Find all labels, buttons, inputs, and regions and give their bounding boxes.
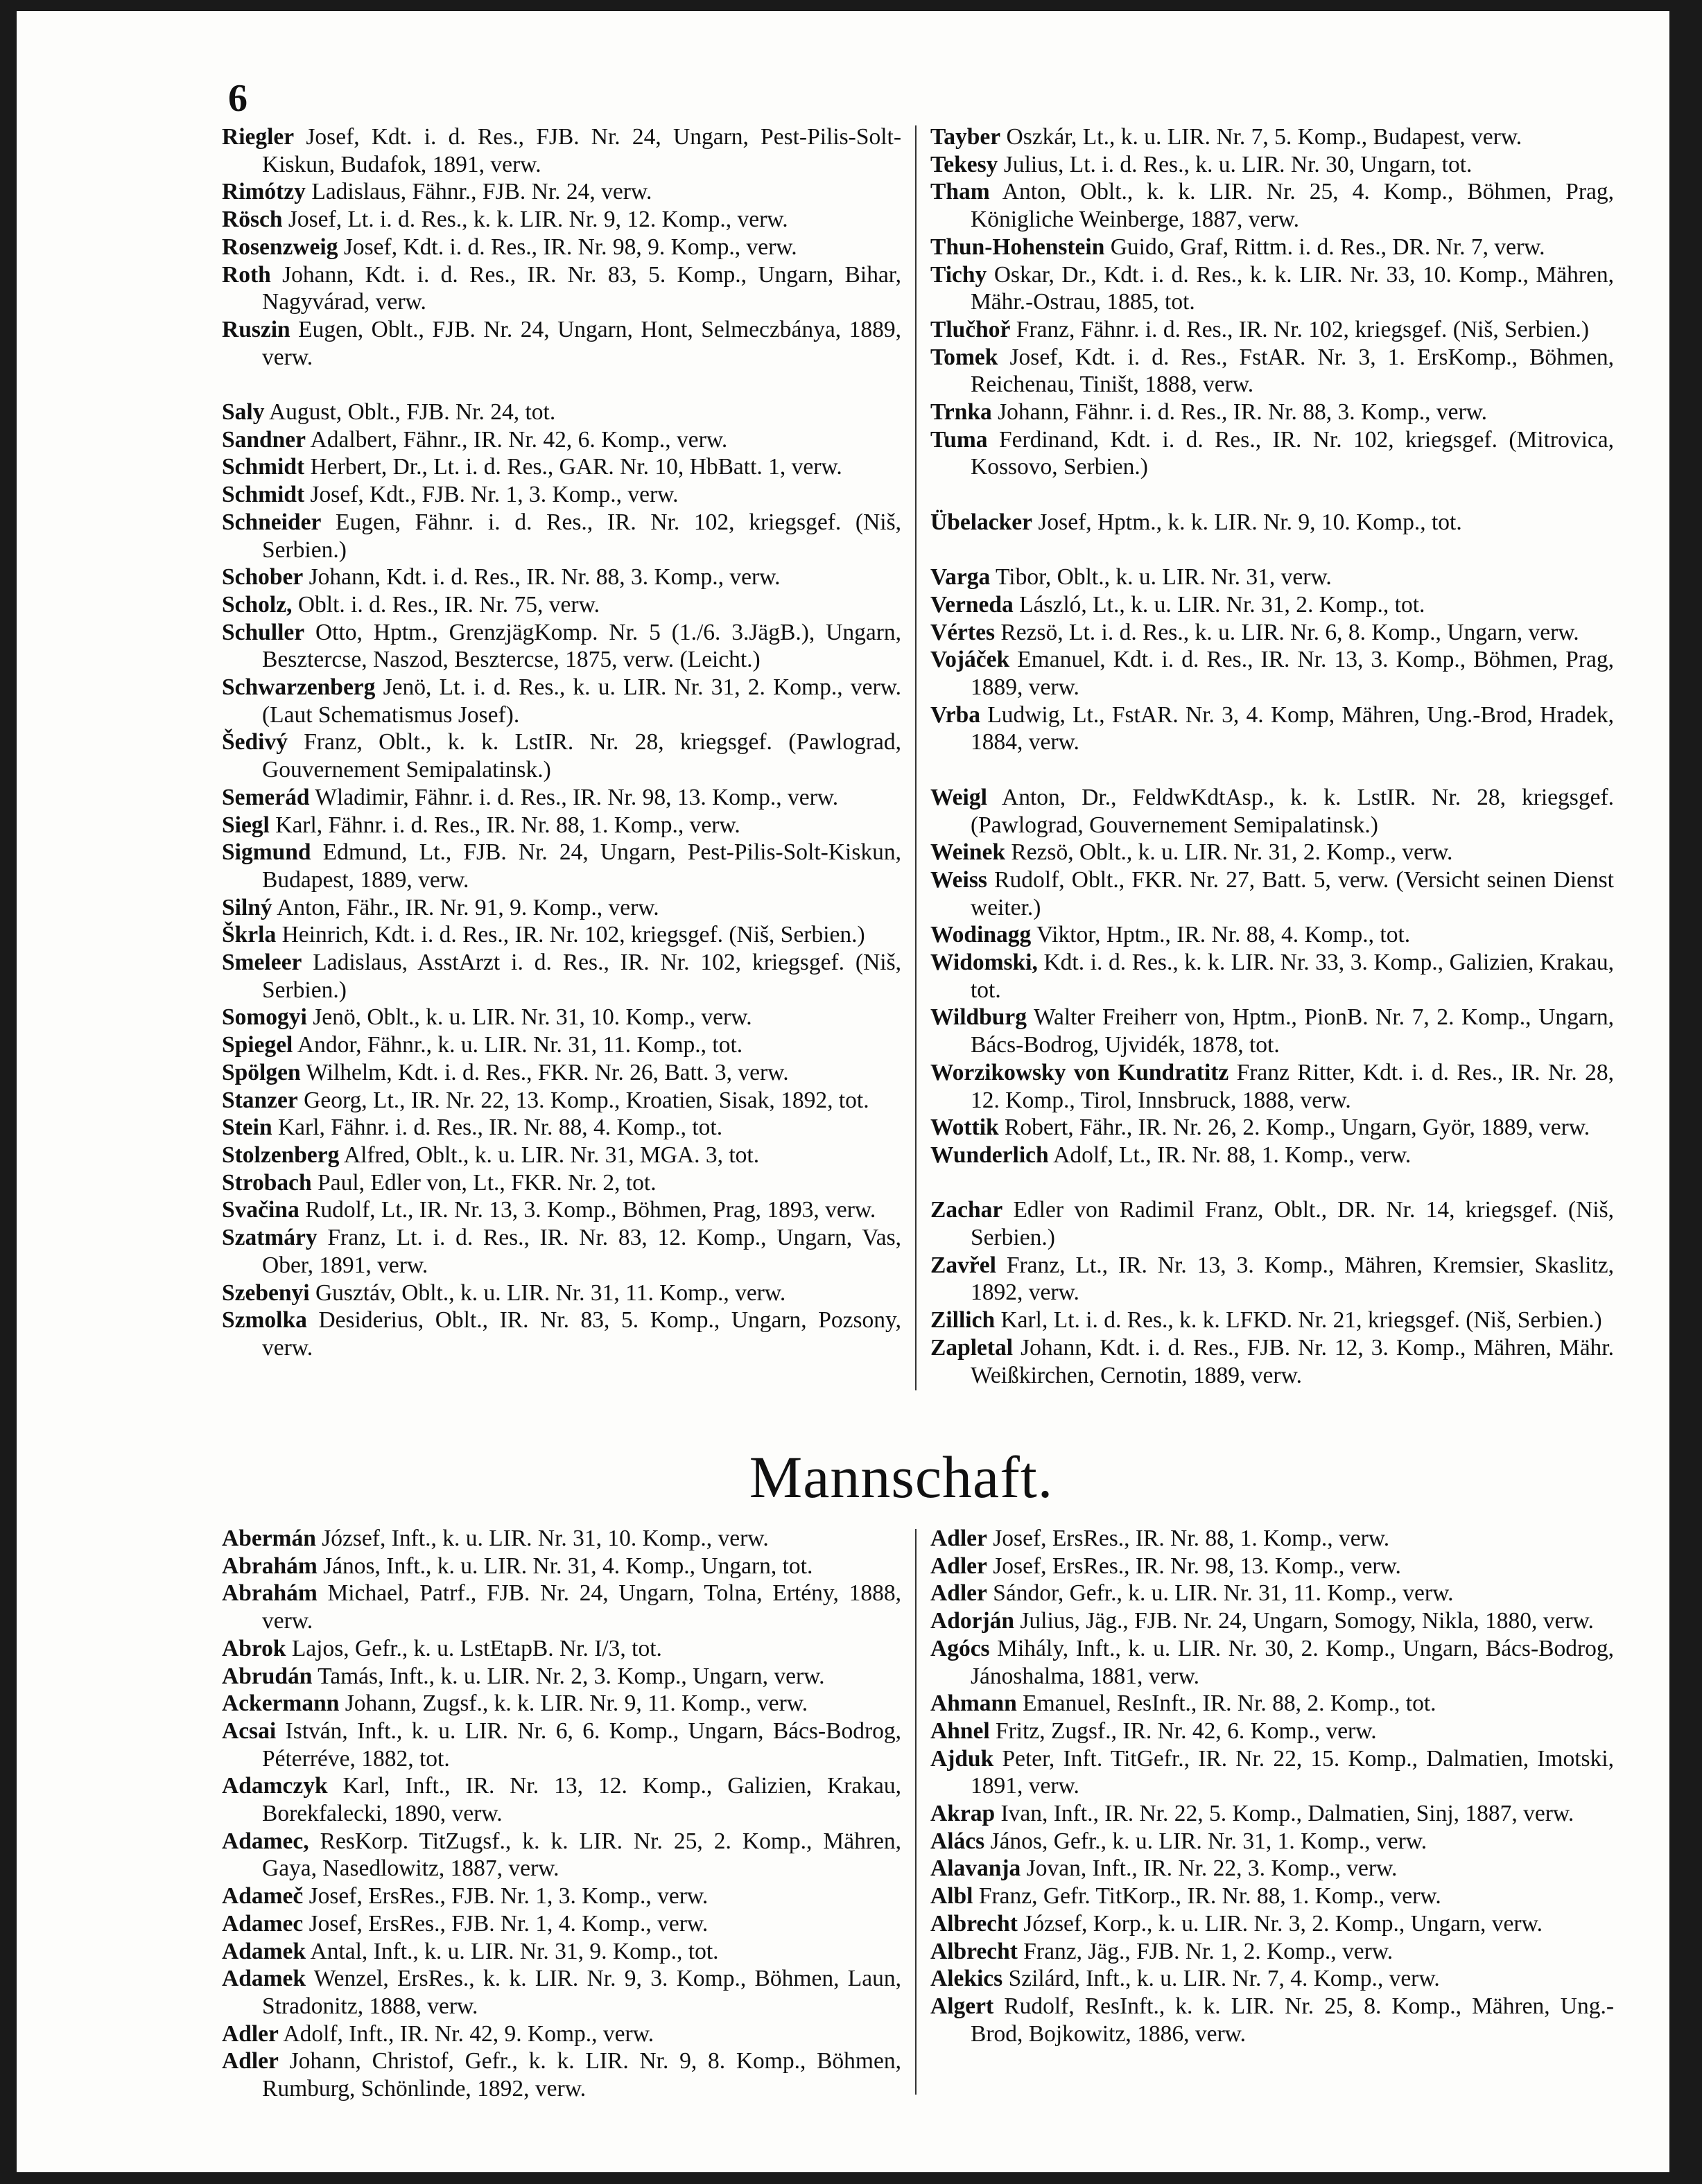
- list-entry: [222, 894, 901, 922]
- entry-surname: Abrudán: [222, 1663, 313, 1689]
- entry-details: Ladislaus, Fähnr., FJB. Nr. 24, verw.: [305, 179, 652, 205]
- entry-surname: Somogyi: [222, 1004, 307, 1031]
- entry-surname: Svačina: [222, 1197, 299, 1223]
- entry-surname: Ruszin: [222, 316, 290, 342]
- entry-details: Johann, Kdt. i. d. Res., IR. Nr. 88, 3. Komp., verw.: [303, 564, 781, 591]
- list-entry: [222, 784, 901, 812]
- entry-surname: Albrecht: [930, 1938, 1018, 1964]
- list-entry: [222, 261, 901, 316]
- entry-surname: Strobach: [222, 1169, 312, 1196]
- entry-surname: Tlučhoř: [930, 316, 1011, 342]
- entry-details: Kdt. i. d. Res., k. k. LIR. Nr. 33, 3. Komp., Galizien, Krakau, tot.: [971, 950, 1614, 1003]
- list-entry: [222, 1114, 901, 1142]
- list-entry: [930, 1828, 1614, 1855]
- entry-spacer: [930, 756, 1614, 784]
- entry-surname: Silný: [222, 894, 272, 920]
- entry-details: Josef, ErsRes., IR. Nr. 98, 13. Komp., verw.: [987, 1553, 1401, 1579]
- list-entry: [930, 1965, 1614, 1993]
- list-entry: [930, 123, 1614, 151]
- entry-details: László, Lt., k. u. LIR. Nr. 31, 2. Komp., tot.: [1013, 591, 1425, 618]
- entry-surname: Saly: [222, 399, 265, 426]
- entry-surname: Stanzer: [222, 1087, 298, 1113]
- entry-details: Franz, Fähnr. i. d. Res., IR. Nr. 102, kriegsgef. (Niš, Serbien.): [1010, 316, 1589, 342]
- entry-surname: Vrba: [930, 701, 980, 728]
- entry-surname: Riegler: [222, 124, 295, 150]
- list-entry: [930, 1745, 1614, 1800]
- entry-surname: Albrecht: [930, 1910, 1018, 1937]
- document-page: [17, 11, 1669, 2172]
- entry-surname: Tichy: [930, 261, 987, 288]
- entry-details: Josef, ErsRes., FJB. Nr. 1, 3. Komp., verw.: [303, 1883, 709, 1910]
- list-entry: [930, 399, 1614, 426]
- list-entry: [222, 2047, 901, 2102]
- entry-surname: Abrahám: [222, 1553, 318, 1579]
- entry-details: Emanuel, Kdt. i. d. Res., IR. Nr. 13, 3. Komp., Böhmen, Prag, 1889, verw.: [971, 647, 1614, 701]
- list-entry: [930, 178, 1614, 233]
- entry-details: Ladislaus, AsstArzt i. d. Res., IR. Nr. 102, kriegsgef. (Niš, Serbien.): [262, 950, 901, 1003]
- list-entry: [930, 1142, 1614, 1169]
- list-entry: [222, 1718, 901, 1772]
- entry-surname: Ajduk: [930, 1745, 994, 1772]
- list-entry: [930, 866, 1614, 921]
- entry-surname: Schmidt: [222, 454, 305, 480]
- list-entry: [222, 1525, 901, 1553]
- list-entry: [222, 1772, 901, 1827]
- officers-list-left: [222, 123, 901, 1362]
- list-entry: [930, 1553, 1614, 1580]
- list-entry: [222, 728, 901, 783]
- entry-surname: Zapletal: [930, 1334, 1014, 1361]
- entry-details: Adalbert, Fähnr., IR. Nr. 42, 6. Komp., verw.: [306, 426, 728, 453]
- entry-surname: Trnka: [930, 399, 992, 426]
- entry-surname: Szatmáry: [222, 1225, 318, 1251]
- list-entry: [930, 1114, 1614, 1142]
- entry-surname: Alekics: [930, 1966, 1003, 1992]
- entry-details: Walter Freiherr von, Hptm., PionB. Nr. 7, 2. Komp., Ungarn, Bács-Bodrog, Ujvidék, 1878, tot.: [971, 1004, 1614, 1058]
- entry-surname: Zillich: [930, 1307, 996, 1334]
- entry-details: Adolf, Lt., IR. Nr. 88, 1. Komp., verw.: [1048, 1142, 1412, 1168]
- entry-details: Mihály, Inft., k. u. LIR. Nr. 30, 2. Komp., Ungarn, Bács-Bodrog, Jánoshalma, 1881, verw.: [971, 1635, 1614, 1689]
- list-entry: [930, 619, 1614, 647]
- entry-surname: Varga: [930, 564, 991, 591]
- entry-spacer: [930, 536, 1614, 564]
- list-entry: [222, 453, 901, 481]
- entry-details: Ivan, Inft., IR. Nr. 22, 5. Komp., Dalmatien, Sinj, 1887, verw.: [995, 1801, 1574, 1827]
- list-entry: [930, 1525, 1614, 1553]
- entry-surname: Adamek: [222, 1938, 306, 1964]
- entry-surname: Zavřel: [930, 1252, 996, 1278]
- entry-details: Wladimir, Fähnr. i. d. Res., IR. Nr. 98, 13. Komp., verw.: [309, 784, 839, 810]
- entry-details: ResKorp. TitZugsf., k. k. LIR. Nr. 25, 2. Komp., Mähren, Gaya, Nasedlowitz, 1887, verw.: [262, 1828, 901, 1882]
- entry-surname: Adameč: [222, 1883, 304, 1910]
- list-entry: [222, 1635, 901, 1663]
- list-entry: [930, 1882, 1614, 1910]
- entry-details: Franz, Gefr. TitKorp., IR. Nr. 88, 1. Komp., verw.: [973, 1883, 1441, 1910]
- entry-details: Karl, Lt. i. d. Res., k. k. LFKD. Nr. 21, kriegsgef. (Niš, Serbien.): [995, 1307, 1602, 1334]
- list-entry: [222, 1169, 901, 1197]
- entry-surname: Worzikowsky von Kundratitz: [930, 1059, 1229, 1085]
- list-entry: [930, 1718, 1614, 1745]
- list-entry: [222, 316, 901, 371]
- entry-details: Tibor, Oblt., k. u. LIR. Nr. 31, verw.: [990, 564, 1332, 591]
- entry-surname: Ackermann: [222, 1691, 340, 1717]
- list-entry: [222, 1031, 901, 1059]
- list-entry: [222, 426, 901, 454]
- entry-surname: Stein: [222, 1115, 272, 1141]
- entry-details: Peter, Inft. TitGefr., IR. Nr. 22, 15. Komp., Dalmatien, Imotski, 1891, verw.: [971, 1745, 1614, 1799]
- entry-surname: Weigl: [930, 784, 987, 810]
- entry-details: Jovan, Inft., IR. Nr. 22, 3. Komp., verw.: [1021, 1855, 1398, 1882]
- entry-surname: Alavanja: [930, 1855, 1021, 1882]
- entry-details: Alfred, Oblt., k. u. LIR. Nr. 31, MGA. 3, tot.: [339, 1142, 760, 1168]
- entry-details: Josef, Lt. i. d. Res., k. k. LIR. Nr. 9, 12. Komp., verw.: [282, 207, 788, 233]
- entry-details: Andor, Fähnr., k. u. LIR. Nr. 31, 11. Komp., tot.: [293, 1032, 743, 1058]
- entry-surname: Sigmund: [222, 839, 311, 866]
- list-entry: [930, 1004, 1614, 1058]
- column-divider-top: [915, 125, 917, 1390]
- entry-surname: Smeleer: [222, 950, 302, 976]
- list-entry: [222, 1196, 901, 1224]
- entry-surname: Verneda: [930, 591, 1014, 618]
- entry-details: Josef, Kdt., FJB. Nr. 1, 3. Komp., verw.: [304, 482, 679, 508]
- entry-details: Oszkár, Lt., k. u. LIR. Nr. 7, 5. Komp., Budapest, verw.: [1000, 124, 1522, 150]
- entry-details: Gusztáv, Oblt., k. u. LIR. Nr. 31, 11. Komp., verw.: [309, 1279, 786, 1306]
- list-entry: [222, 812, 901, 839]
- entry-details: Rudolf, ResInft., k. k. LIR. Nr. 25, 8. Komp., Mähren, Ung.-Brod, Bojkowitz, 1886, verw.: [971, 1993, 1614, 2047]
- list-entry: [222, 1938, 901, 1966]
- entry-surname: Stolzenberg: [222, 1142, 340, 1168]
- list-entry: [930, 261, 1614, 316]
- entry-details: Oblt. i. d. Res., IR. Nr. 75, verw.: [292, 591, 600, 618]
- list-entry: [930, 1910, 1614, 1938]
- list-entry: [222, 1553, 901, 1580]
- list-entry: [222, 234, 901, 261]
- entry-details: Edmund, Lt., FJB. Nr. 24, Ungarn, Pest-Pilis-Solt-Kiskun, Budapest, 1889, verw.: [262, 839, 901, 893]
- entry-surname: Tham: [930, 179, 990, 205]
- entry-surname: Roth: [222, 261, 271, 288]
- list-entry: [930, 316, 1614, 344]
- entry-surname: Schuller: [222, 619, 305, 645]
- entry-spacer: [930, 481, 1614, 509]
- entry-details: József, Korp., k. u. LIR. Nr. 3, 2. Komp., Ungarn, verw.: [1017, 1910, 1543, 1937]
- entry-surname: Adorján: [930, 1608, 1014, 1634]
- entry-surname: Adler: [222, 2020, 279, 2047]
- entry-details: Johann, Christof, Gefr., k. k. LIR. Nr. 9, 8. Komp., Böhmen, Rumburg, Schönlinde, 1892, verw.: [262, 2048, 901, 2102]
- list-entry: [930, 1307, 1614, 1334]
- list-entry: [930, 949, 1614, 1004]
- entry-details: Franz, Oblt., k. k. LstIR. Nr. 28, kriegsgef. (Pawlograd, Gouvernement Semipalatinsk.): [262, 729, 901, 783]
- list-entry: [930, 1196, 1614, 1251]
- entry-surname: Wildburg: [930, 1004, 1027, 1031]
- list-entry: [222, 399, 901, 426]
- list-entry: [222, 1965, 901, 2020]
- entry-details: Tamás, Inft., k. u. LIR. Nr. 2, 3. Komp., Ungarn, verw.: [312, 1663, 825, 1689]
- entry-details: Jenö, Oblt., k. u. LIR. Nr. 31, 10. Komp., verw.: [306, 1004, 752, 1031]
- entry-details: Heinrich, Kdt. i. d. Res., IR. Nr. 102, kriegsgef. (Niš, Serbien.): [276, 922, 865, 948]
- entry-surname: Adamek: [222, 1966, 306, 1992]
- entry-surname: Vértes: [930, 619, 995, 645]
- section-heading: Mannschaft.: [749, 1444, 1054, 1510]
- list-entry: [930, 564, 1614, 591]
- entry-surname: Vojáček: [930, 647, 1010, 673]
- list-entry: [222, 178, 901, 206]
- entry-surname: Zachar: [930, 1197, 1003, 1223]
- entry-surname: Schober: [222, 564, 304, 591]
- entry-details: Johann, Kdt. i. d. Res., FJB. Nr. 12, 3. Komp., Mähren, Mähr. Weißkirchen, Cernotin, 1889, verw.: [971, 1334, 1614, 1388]
- entry-surname: Spölgen: [222, 1059, 301, 1085]
- troops-list-left: [222, 1525, 901, 2103]
- list-entry: [222, 1004, 901, 1031]
- officers-list-right: [930, 123, 1614, 1389]
- entry-details: Eugen, Fähnr. i. d. Res., IR. Nr. 102, kriegsgef. (Niš, Serbien.): [262, 509, 901, 563]
- list-entry: [222, 1580, 901, 1634]
- entry-details: Josef, Kdt. i. d. Res., FstAR. Nr. 3, 1. ErsKomp., Böhmen, Reichenau, Tiništ, 1888, verw.: [971, 344, 1614, 398]
- entry-surname: Adamec,: [222, 1828, 309, 1854]
- list-entry: [930, 591, 1614, 619]
- entry-details: Julius, Lt. i. d. Res., k. u. LIR. Nr. 30, Ungarn, tot.: [998, 151, 1473, 177]
- list-entry: [222, 123, 901, 178]
- list-entry: [222, 949, 901, 1004]
- entry-details: Sándor, Gefr., k. u. LIR. Nr. 31, 11. Komp., verw.: [987, 1580, 1454, 1607]
- list-entry: [222, 921, 901, 949]
- entry-details: Karl, Inft., IR. Nr. 13, 12. Komp., Galizien, Krakau, Borekfalecki, 1890, verw.: [262, 1773, 901, 1827]
- list-entry: [222, 1663, 901, 1691]
- entry-surname: Šedivý: [222, 729, 288, 755]
- entry-details: Guido, Graf, Rittm. i. d. Res., DR. Nr. 7, verw.: [1104, 234, 1545, 260]
- entry-surname: Abrahám: [222, 1580, 318, 1607]
- list-entry: [930, 509, 1614, 536]
- entry-details: August, Oblt., FJB. Nr. 24, tot.: [264, 399, 556, 426]
- entry-surname: Adamec: [222, 1910, 304, 1937]
- list-entry: [222, 509, 901, 564]
- entry-details: Rudolf, Oblt., FKR. Nr. 27, Batt. 5, verw. (Versicht seinen Dienst weiter.): [971, 866, 1614, 920]
- list-entry: [930, 839, 1614, 866]
- entry-details: Franz, Jäg., FJB. Nr. 1, 2. Komp., verw.: [1017, 1938, 1393, 1964]
- entry-details: Ferdinand, Kdt. i. d. Res., IR. Nr. 102, kriegsgef. (Mitrovica, Kossovo, Serbien.): [971, 426, 1614, 480]
- entry-details: Lajos, Gefr., k. u. LstEtapB. Nr. I/3, tot.: [286, 1635, 662, 1661]
- entry-details: Emanuel, ResInft., IR. Nr. 88, 2. Komp., tot.: [1016, 1691, 1436, 1717]
- entry-surname: Rösch: [222, 207, 283, 233]
- list-entry: [222, 1910, 901, 1938]
- list-entry: [930, 1252, 1614, 1307]
- list-entry: [222, 564, 901, 591]
- entry-surname: Scholz,: [222, 591, 293, 618]
- entry-surname: Albl: [930, 1883, 973, 1910]
- entry-surname: Wunderlich: [930, 1142, 1049, 1168]
- entry-surname: Abermán: [222, 1526, 316, 1551]
- list-entry: [930, 234, 1614, 261]
- list-entry: [930, 426, 1614, 481]
- list-entry: [222, 1690, 901, 1718]
- entry-details: Anton, Fähr., IR. Nr. 91, 9. Komp., verw.: [272, 894, 659, 920]
- entry-surname: Widomski,: [930, 950, 1038, 976]
- list-entry: [222, 1307, 901, 1361]
- entry-surname: Wottik: [930, 1115, 999, 1141]
- entry-surname: Weinek: [930, 839, 1005, 866]
- entry-details: Anton, Dr., FeldwKdtAsp., k. k. LstIR. Nr. 28, kriegsgef. (Pawlograd, Gouvernement Semipalatinsk.): [971, 784, 1614, 838]
- entry-surname: Akrap: [930, 1801, 996, 1827]
- entry-surname: Adler: [930, 1526, 987, 1551]
- entry-details: Johann, Kdt. i. d. Res., IR. Nr. 83, 5. Komp., Ungarn, Bihar, Nagyvárad, verw.: [262, 261, 901, 315]
- entry-surname: Rosenzweig: [222, 234, 338, 260]
- list-entry: [930, 1938, 1614, 1966]
- entry-details: János, Gefr., k. u. LIR. Nr. 31, 1. Komp., verw.: [984, 1828, 1427, 1854]
- entry-details: Josef, ErsRes., FJB. Nr. 1, 4. Komp., verw.: [303, 1910, 709, 1937]
- list-entry: [222, 1087, 901, 1115]
- entry-surname: Übelacker: [930, 509, 1032, 535]
- entry-surname: Schneider: [222, 509, 322, 535]
- entry-surname: Tekesy: [930, 151, 998, 177]
- entry-details: Karl, Fähnr. i. d. Res., IR. Nr. 88, 4. Komp., tot.: [272, 1115, 723, 1141]
- entry-details: Herbert, Dr., Lt. i. d. Res., GAR. Nr. 10, HbBatt. 1, verw.: [304, 454, 842, 480]
- entry-surname: Ahnel: [930, 1718, 990, 1744]
- entry-details: Josef, Kdt. i. d. Res., FJB. Nr. 24, Ungarn, Pest-Pilis-Solt-Kiskun, Budafok, 1891, verw.: [262, 124, 901, 177]
- list-entry: [930, 1800, 1614, 1828]
- entry-details: Adolf, Inft., IR. Nr. 42, 9. Komp., verw.: [278, 2020, 654, 2047]
- entry-details: Rezsö, Lt. i. d. Res., k. u. LIR. Nr. 6, 8. Komp., Ungarn, verw.: [995, 619, 1579, 645]
- list-entry: [222, 1828, 901, 1882]
- list-entry: [930, 1607, 1614, 1635]
- entry-spacer: [930, 1169, 1614, 1197]
- entry-details: Robert, Fähr., IR. Nr. 26, 2. Komp., Ungarn, Györ, 1889, verw.: [998, 1115, 1590, 1141]
- entry-details: Karl, Fähnr. i. d. Res., IR. Nr. 88, 1. Komp., verw.: [269, 812, 740, 838]
- entry-surname: Adler: [930, 1580, 987, 1607]
- entry-details: János, Inft., k. u. LIR. Nr. 31, 4. Komp., Ungarn, tot.: [317, 1553, 813, 1579]
- entry-surname: Tomek: [930, 344, 998, 370]
- entry-details: Edler von Radimil Franz, Oblt., DR. Nr. 14, kriegsgef. (Niš, Serbien.): [971, 1197, 1614, 1251]
- entry-surname: Spiegel: [222, 1032, 293, 1058]
- list-entry: [930, 1855, 1614, 1882]
- list-entry: [930, 1993, 1614, 2047]
- list-entry: [222, 839, 901, 893]
- entry-surname: Siegl: [222, 812, 270, 838]
- list-entry: [222, 481, 901, 509]
- entry-details: Johann, Fähnr. i. d. Res., IR. Nr. 88, 3. Komp., verw.: [991, 399, 1488, 426]
- entry-details: Franz Ritter, Kdt. i. d. Res., IR. Nr. 28, 12. Komp., Tirol, Innsbruck, 1888, verw.: [971, 1059, 1614, 1113]
- entry-surname: Abrok: [222, 1635, 286, 1661]
- entry-details: Antal, Inft., k. u. LIR. Nr. 31, 9. Komp., tot.: [305, 1938, 719, 1964]
- entry-details: Paul, Edler von, Lt., FKR. Nr. 2, tot.: [311, 1169, 657, 1196]
- list-entry: [222, 674, 901, 728]
- list-entry: [930, 646, 1614, 701]
- list-entry: [930, 1635, 1614, 1690]
- entry-surname: Sandner: [222, 426, 306, 453]
- list-entry: [930, 344, 1614, 399]
- troops-list-right: [930, 1525, 1614, 2047]
- list-entry: [222, 619, 901, 674]
- entry-surname: Schwarzenberg: [222, 674, 376, 701]
- list-entry: [222, 1279, 901, 1307]
- entry-surname: Algert: [930, 1993, 994, 2019]
- entry-surname: Tayber: [930, 124, 1001, 150]
- entry-surname: Thun-Hohenstein: [930, 234, 1105, 260]
- entry-details: Jenö, Lt. i. d. Res., k. u. LIR. Nr. 31, 2. Komp., verw. (Laut Schematismus Josef).: [262, 674, 901, 728]
- entry-details: Michael, Patrf., FJB. Nr. 24, Ungarn, Tolna, Ertény, 1888, verw.: [262, 1580, 901, 1634]
- page-number: 6: [228, 77, 248, 120]
- entry-spacer: [222, 371, 901, 399]
- entry-details: Szilárd, Inft., k. u. LIR. Nr. 7, 4. Komp., verw.: [1002, 1966, 1440, 1992]
- entry-details: Desiderius, Oblt., IR. Nr. 83, 5. Komp., Ungarn, Pozsony, verw.: [262, 1307, 901, 1361]
- entry-details: Eugen, Oblt., FJB. Nr. 24, Ungarn, Hont, Selmeczbánya, 1889, verw.: [262, 316, 901, 370]
- list-entry: [222, 2020, 901, 2048]
- entry-details: Rudolf, Lt., IR. Nr. 13, 3. Komp., Böhmen, Prag, 1893, verw.: [299, 1197, 876, 1223]
- entry-details: Josef, Kdt. i. d. Res., IR. Nr. 98, 9. Komp., verw.: [338, 234, 797, 260]
- entry-details: Otto, Hptm., GrenzjägKomp. Nr. 5 (1./6. 3.JägB.), Ungarn, Besztercse, Naszod, Besztercse, 1875, verw. (Leicht.): [262, 619, 901, 673]
- entry-surname: Weiss: [930, 866, 987, 893]
- entry-surname: Szmolka: [222, 1307, 307, 1334]
- list-entry: [930, 1334, 1614, 1389]
- entry-surname: Adamczyk: [222, 1773, 328, 1799]
- list-entry: [930, 1690, 1614, 1718]
- entry-details: Georg, Lt., IR. Nr. 22, 13. Komp., Kroatien, Sisak, 1892, tot.: [297, 1087, 869, 1113]
- list-entry: [222, 1142, 901, 1169]
- entry-surname: Acsai: [222, 1718, 277, 1744]
- entry-surname: Škrla: [222, 922, 277, 948]
- list-entry: [930, 784, 1614, 839]
- list-entry: [930, 1580, 1614, 1607]
- entry-details: Ludwig, Lt., FstAR. Nr. 3, 4. Komp, Mähren, Ung.-Brod, Hradek, 1884, verw.: [971, 701, 1614, 755]
- entry-surname: Adler: [930, 1553, 987, 1579]
- entry-surname: Szebenyi: [222, 1279, 310, 1306]
- entry-details: Wilhelm, Kdt. i. d. Res., FKR. Nr. 26, Batt. 3, verw.: [300, 1059, 789, 1085]
- entry-details: Rezsö, Oblt., k. u. LIR. Nr. 31, 2. Komp., verw.: [1005, 839, 1453, 866]
- entry-surname: Schmidt: [222, 482, 305, 508]
- list-entry: [222, 206, 901, 234]
- entry-surname: Adler: [222, 2048, 279, 2074]
- entry-details: Viktor, Hptm., IR. Nr. 88, 4. Komp., tot.: [1031, 922, 1411, 948]
- entry-details: Wenzel, ErsRes., k. k. LIR. Nr. 9, 3. Komp., Böhmen, Laun, Stradonitz, 1888, verw.: [262, 1966, 901, 2019]
- entry-details: Josef, ErsRes., IR. Nr. 88, 1. Komp., verw.: [987, 1526, 1390, 1551]
- list-entry: [930, 1059, 1614, 1114]
- entry-surname: Tuma: [930, 426, 988, 453]
- entry-details: István, Inft., k. u. LIR. Nr. 6, 6. Komp., Ungarn, Bács-Bodrog, Péterréve, 1882, tot.: [262, 1718, 901, 1772]
- list-entry: [222, 1059, 901, 1087]
- entry-details: Franz, Lt., IR. Nr. 13, 3. Komp., Mähren, Kremsier, Skaslitz, 1892, verw.: [971, 1252, 1614, 1306]
- entry-details: Franz, Lt. i. d. Res., IR. Nr. 83, 12. Komp., Ungarn, Vas, Ober, 1891, verw.: [262, 1225, 901, 1278]
- entry-surname: Rimótzy: [222, 179, 306, 205]
- column-divider-bottom: [915, 1529, 917, 2095]
- entry-surname: Agócs: [930, 1635, 990, 1661]
- list-entry: [222, 1882, 901, 1910]
- list-entry: [222, 591, 901, 619]
- entry-details: Josef, Hptm., k. k. LIR. Nr. 9, 10. Komp., tot.: [1032, 509, 1462, 535]
- entry-details: Julius, Jäg., FJB. Nr. 24, Ungarn, Somogy, Nikla, 1880, verw.: [1014, 1608, 1594, 1634]
- entry-surname: Ahmann: [930, 1691, 1017, 1717]
- entry-details: József, Inft., k. u. LIR. Nr. 31, 10. Komp., verw.: [315, 1526, 769, 1551]
- list-entry: [930, 151, 1614, 179]
- entry-surname: Semerád: [222, 784, 310, 810]
- entry-details: Fritz, Zugsf., IR. Nr. 42, 6. Komp., verw.: [989, 1718, 1377, 1744]
- entry-surname: Wodinagg: [930, 922, 1032, 948]
- entry-details: Oskar, Dr., Kdt. i. d. Res., k. k. LIR. Nr. 33, 10. Komp., Mähren, Mähr.-Ostrau, 1885, tot.: [971, 261, 1614, 315]
- entry-details: Anton, Oblt., k. k. LIR. Nr. 25, 4. Komp., Böhmen, Prag, Königliche Weinberge, 1887, verw.: [971, 179, 1614, 233]
- entry-details: Johann, Zugsf., k. k. LIR. Nr. 9, 11. Komp., verw.: [339, 1691, 808, 1717]
- list-entry: [930, 701, 1614, 756]
- list-entry: [222, 1224, 901, 1279]
- entry-surname: Alács: [930, 1828, 985, 1854]
- list-entry: [930, 921, 1614, 949]
